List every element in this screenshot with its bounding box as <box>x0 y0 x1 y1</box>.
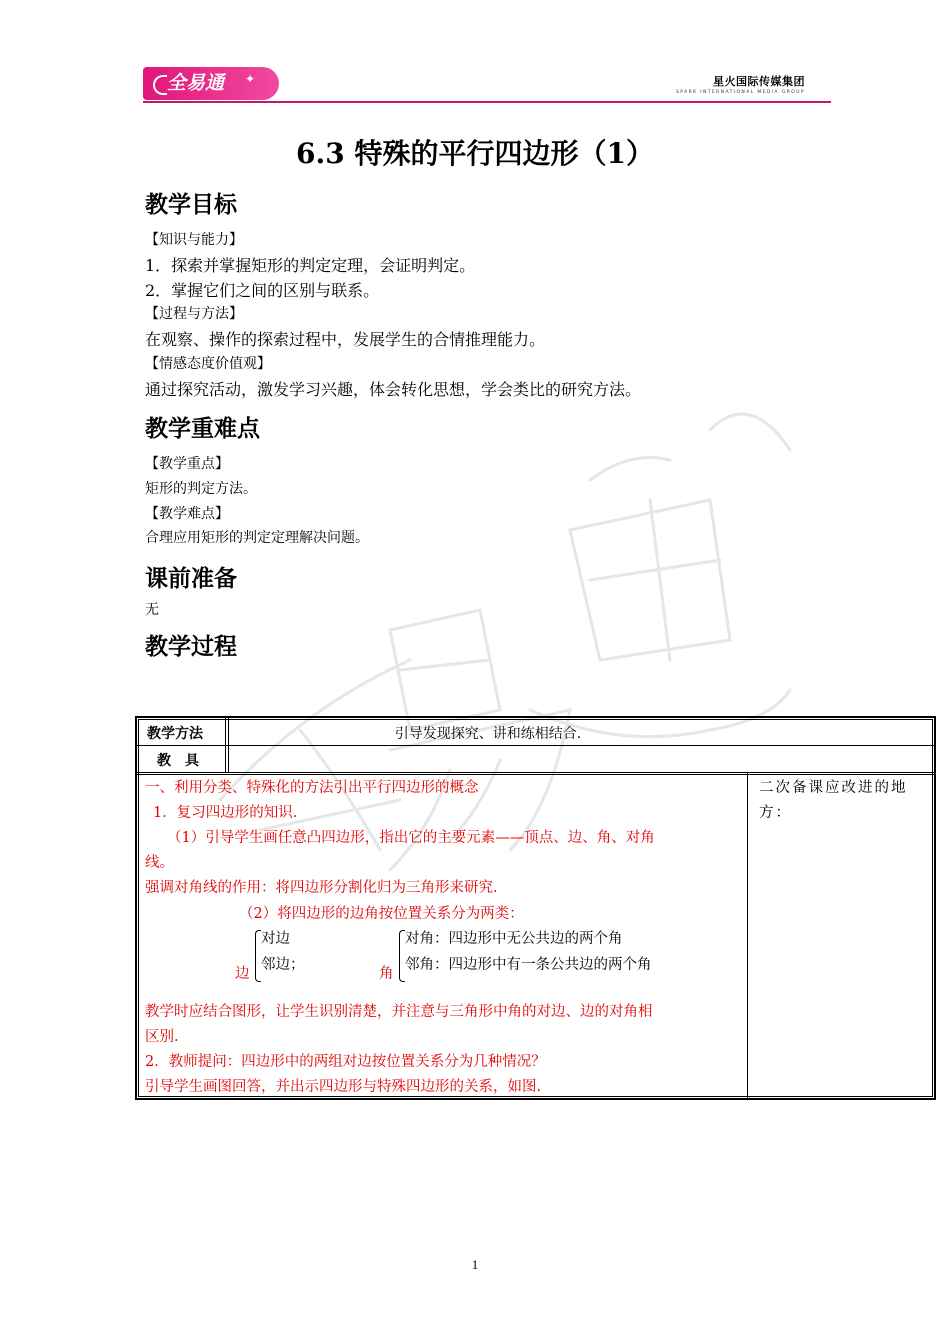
line-3a: （1）引导学生画任意凸四边形，指出它的主要元素——顶点、边、角、对角 <box>167 830 655 846</box>
angle-item-1: 对角：四边形中无公共边的两个角 <box>405 931 623 947</box>
key-text: 矩形的判定方法。 <box>145 481 257 497</box>
process-text: 在观察、操作的探索过程中，发展学生的合情推理能力。 <box>145 330 546 349</box>
section-heading-process: 教学过程 <box>145 634 237 660</box>
edge-item-1: 对边 <box>261 931 290 947</box>
section-heading-objectives: 教学目标 <box>145 192 237 218</box>
attitude-tag: 【情感态度价值观】 <box>145 356 271 372</box>
method-value: 引导发现探究、讲和练相结合. <box>394 726 582 742</box>
line-6b: 区别. <box>145 1029 179 1045</box>
table-inner-top <box>138 719 933 720</box>
logo-swoosh-icon <box>153 75 167 95</box>
edge-item-2: 邻边； <box>261 957 305 973</box>
logo-text: 全易通 <box>167 72 225 94</box>
knowledge-item-1: 1．探索并掌握矩形的判定定理，会证明判定。 <box>145 256 476 275</box>
col-divider-note <box>747 773 748 1098</box>
row-divider-1 <box>137 745 934 746</box>
section-heading-key-points: 教学重难点 <box>145 416 260 442</box>
angle-label: 角 <box>379 966 394 982</box>
knowledge-item-2: 2．掌握它们之间的区别与联系。 <box>145 281 380 300</box>
page-number: 1 <box>471 1257 479 1272</box>
preparation-text: 无 <box>145 602 159 618</box>
publisher-brand <box>676 73 805 95</box>
section-heading-preparation: 课前准备 <box>145 566 237 592</box>
header-divider <box>143 101 831 103</box>
method-label: 教学方法 <box>147 726 203 742</box>
side-note: 二次备课应改进的地方： <box>759 780 908 821</box>
line-6a: 教学时应结合图形，让学生识别清楚，并注意与三角形中角的对边、边的对角相 <box>145 1004 653 1020</box>
row-divider-2b <box>137 774 934 775</box>
difficulty-text: 合理应用矩形的判定定理解决问题。 <box>145 530 369 546</box>
line-1: 一、利用分类、特殊化的方法引出平行四边形的概念 <box>145 780 479 796</box>
edge-label: 边 <box>235 966 250 982</box>
table-inner-right <box>932 719 933 1097</box>
line-2: 1．复习四边形的知识. <box>153 805 298 821</box>
row-divider-2 <box>137 772 934 773</box>
line-5: （2）将四边形的边角按位置关系分为两类： <box>239 906 524 922</box>
col-divider-label <box>225 718 226 773</box>
key-tag: 【教学重点】 <box>145 456 229 472</box>
brand-logo <box>143 67 279 100</box>
page-title: 6.3 特殊的平行四边形（1） <box>296 137 654 170</box>
line-7: 2．教师提问：四边形中的两组对边按位置关系分为几种情况？ <box>145 1054 546 1070</box>
line-4: 强调对角线的作用：将四边形分割化归为三角形来研究. <box>145 880 498 896</box>
line-3b: 线。 <box>145 855 174 871</box>
process-tag: 【过程与方法】 <box>145 306 243 322</box>
line-8: 引导学生画图回答，并出示四边形与特殊四边形的关系，如图. <box>145 1079 542 1095</box>
attitude-text: 通过探究活动，激发学习兴趣，体会转化思想，学会类比的研究方法。 <box>145 380 642 399</box>
lesson-table <box>135 716 936 1100</box>
publisher-name: 星火国际传媒集团 <box>713 75 805 88</box>
logo-star-icon: ✦ <box>244 72 255 86</box>
tools-label: 教 具 <box>157 753 199 769</box>
table-inner-left <box>138 719 139 1097</box>
angle-item-2: 邻角：四边形中有一条公共边的两个角 <box>405 957 652 973</box>
difficulty-tag: 【教学难点】 <box>145 506 229 522</box>
knowledge-tag: 【知识与能力】 <box>145 232 243 248</box>
publisher-name-en: SPARK INTERNATIONAL MEDIA GROUP <box>676 90 805 95</box>
